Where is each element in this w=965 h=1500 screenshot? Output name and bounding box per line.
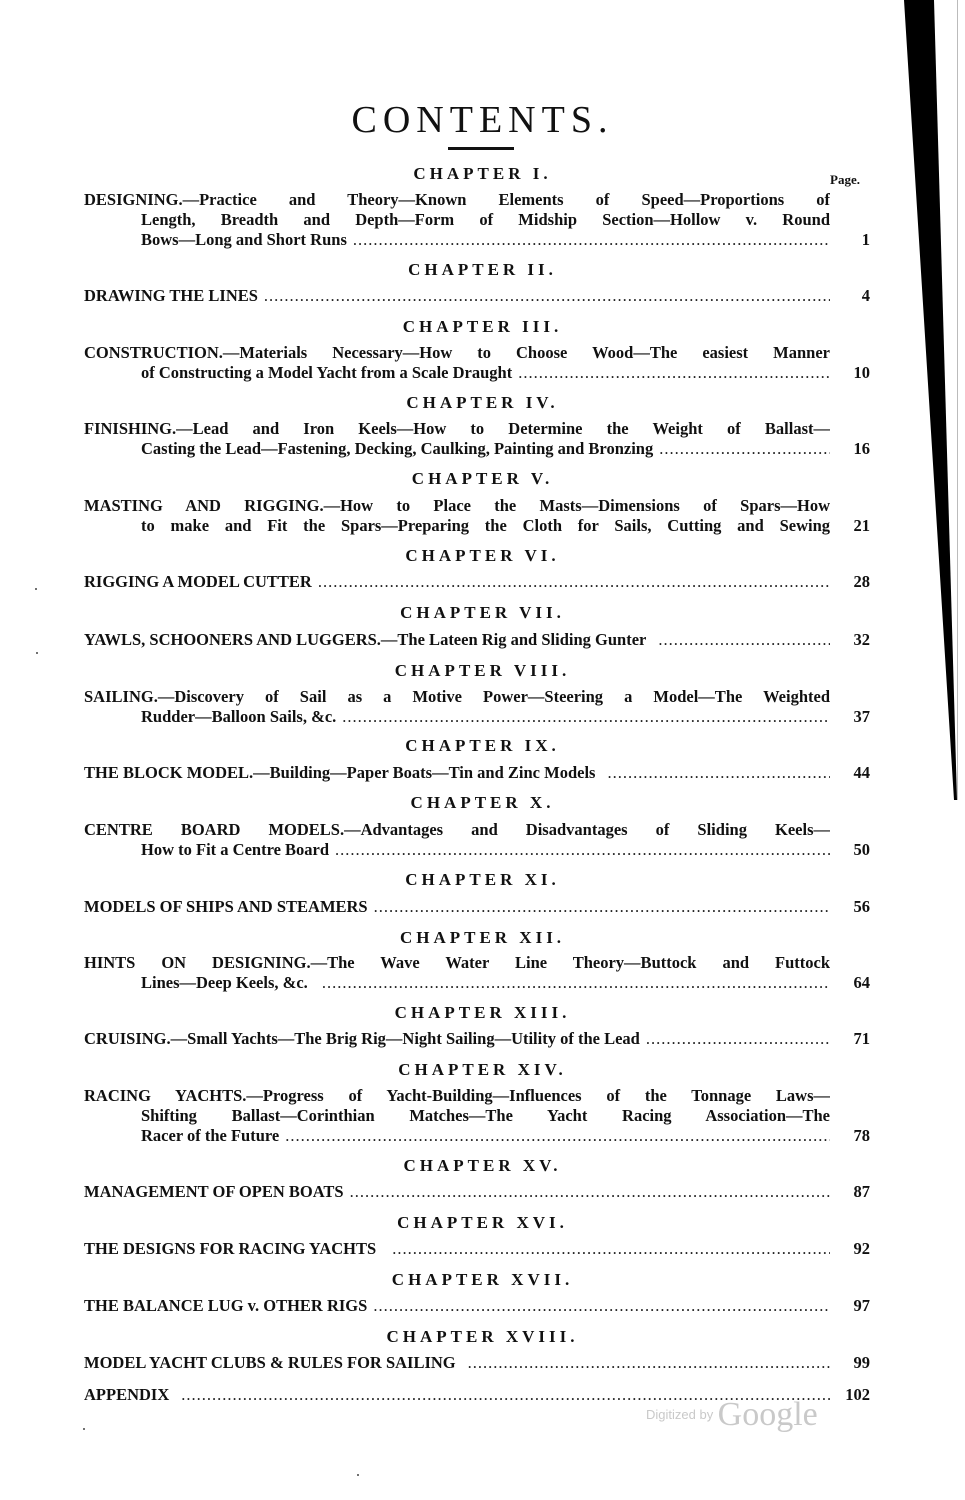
page-number: 102 — [845, 1385, 870, 1404]
chapter-heading: CHAPTER XI. — [405, 870, 560, 889]
page-number: 4 — [861, 286, 870, 305]
chapter-heading: CHAPTER III. — [402, 317, 563, 336]
dot-leader — [322, 973, 830, 993]
dot-leader — [468, 1353, 830, 1373]
toc-entry[interactable] — [84, 286, 870, 306]
chapter-heading: CHAPTER XVIII. — [386, 1327, 579, 1346]
chapter-heading: CHAPTER VIII. — [394, 661, 571, 680]
dot-leader — [342, 707, 830, 727]
scan-speck — [35, 588, 37, 590]
page-number: 28 — [853, 572, 870, 591]
toc-entry[interactable] — [84, 190, 870, 250]
page-number: 71 — [853, 1029, 870, 1048]
page-number: 16 — [853, 439, 870, 458]
toc-entry[interactable] — [84, 1086, 870, 1146]
toc-entry[interactable] — [84, 1182, 870, 1202]
watermark-brand: Google — [717, 1396, 818, 1433]
dot-leader — [659, 439, 830, 459]
toc-entry[interactable] — [84, 419, 870, 459]
dot-leader — [350, 1182, 830, 1202]
entry-line: DESIGNING.—Practice and Theory—Known Elements of Speed—Proportions of — [84, 190, 830, 209]
entry-line: FINISHING.—Lead and Iron Keels—How to Determine the Weight of Ballast— — [84, 419, 830, 438]
page-number: 32 — [853, 630, 870, 649]
toc-entry[interactable] — [84, 1029, 870, 1049]
chapter-heading: CHAPTER VII. — [400, 603, 565, 622]
entry-line: Lines—Deep Keels, &c. — [141, 973, 308, 992]
chapter-heading: CHAPTER VI. — [405, 546, 560, 565]
scan-speck — [36, 652, 38, 654]
chapter-heading: CHAPTER V. — [411, 469, 554, 488]
page-number: 87 — [853, 1182, 870, 1201]
page-number: 1 — [861, 230, 870, 249]
page-number: 44 — [853, 763, 870, 782]
page-number: 78 — [853, 1126, 870, 1145]
toc-entry[interactable] — [84, 820, 870, 860]
toc-entry[interactable] — [84, 687, 870, 727]
page-column-label: Page. — [830, 172, 860, 187]
digitized-watermark — [646, 1396, 818, 1434]
toc-entry[interactable] — [84, 763, 870, 783]
toc-entry[interactable] — [84, 1239, 870, 1259]
page-number: 21 — [853, 516, 870, 535]
entry-line: MASTING AND RIGGING.—How to Place the Masts—Dimensions of Spars—How — [84, 496, 830, 515]
chapter-heading: CHAPTER I. — [413, 164, 552, 183]
dot-leader — [607, 763, 830, 783]
page-number: 64 — [853, 973, 870, 992]
chapter-heading: CHAPTER XVII. — [391, 1270, 574, 1289]
chapter-heading: CHAPTER IV. — [406, 393, 559, 412]
watermark-prefix: Digitized by — [646, 1407, 714, 1422]
entry-line: SAILING.—Discovery of Sail as a Motive Power—Steering a Model—The Weighted — [84, 687, 830, 706]
entry-line: Rudder—Balloon Sails, &c. — [141, 707, 337, 726]
entry-line: THE BLOCK MODEL.—Building—Paper Boats—Tin and Zinc Models — [84, 763, 596, 782]
page-number: 56 — [853, 897, 870, 916]
scan-speck — [357, 1474, 359, 1476]
entry-line: to make and Fit the Spars—Preparing the Cloth for Sails, Cutting and Sewing — [141, 516, 830, 535]
chapter-heading: CHAPTER XV. — [403, 1156, 562, 1175]
dot-leader — [392, 1239, 830, 1259]
toc-entry[interactable] — [84, 897, 870, 917]
page-number: 50 — [853, 840, 870, 859]
page-number: 10 — [853, 363, 870, 382]
dot-leader — [353, 230, 830, 250]
entry-line: CONSTRUCTION.—Materials Necessary—How to Choose Wood—The easiest Manner — [84, 343, 830, 362]
entry-line: RACING YACHTS.—Progress of Yacht-Building—Influences of the Tonnage Laws— — [84, 1086, 830, 1105]
entry-line: MANAGEMENT OF OPEN BOATS — [84, 1182, 344, 1201]
entry-line: DRAWING THE LINES — [84, 286, 258, 305]
entry-line: HINTS ON DESIGNING.—The Wave Water Line Theory—Buttock and Futtock — [84, 953, 830, 972]
entry-line: How to Fit a Centre Board — [141, 840, 330, 859]
page-title: CONTENTS. — [351, 99, 614, 141]
dot-leader — [264, 286, 830, 306]
toc-entry[interactable] — [84, 953, 870, 993]
page-number: 97 — [853, 1296, 870, 1315]
dot-leader — [285, 1126, 830, 1146]
entry-line: Length, Breadth and Depth—Form of Midship Section—Hollow v. Round — [141, 210, 830, 229]
entry-line: APPENDIX — [84, 1385, 170, 1404]
title-rule — [448, 147, 514, 150]
entry-line: RIGGING A MODEL CUTTER — [84, 572, 312, 591]
chapter-heading: CHAPTER XIII. — [394, 1003, 571, 1022]
entry-line: Casting the Lead—Fastening, Decking, Caulking, Painting and Bronzing — [141, 439, 654, 458]
page-number: 92 — [853, 1239, 870, 1258]
dot-leader — [335, 840, 830, 860]
chapter-heading: CHAPTER IX. — [405, 736, 560, 755]
entry-line: CENTRE BOARD MODELS.—Advantages and Disadvantages of Sliding Keels— — [84, 820, 830, 839]
entry-line: THE DESIGNS FOR RACING YACHTS — [84, 1239, 377, 1258]
dot-leader — [518, 363, 830, 383]
entry-line: CRUISING.—Small Yachts—The Brig Rig—Night Sailing—Utility of the Lead — [84, 1029, 640, 1048]
toc-entry[interactable] — [84, 1353, 870, 1373]
dot-leader — [318, 572, 830, 592]
page-number: 37 — [853, 707, 870, 726]
entry-line: MODEL YACHT CLUBS & RULES FOR SAILING — [84, 1353, 456, 1372]
entry-line: THE BALANCE LUG v. OTHER RIGS — [84, 1296, 368, 1315]
toc-entry[interactable] — [84, 343, 870, 383]
entry-line: Racer of the Future — [141, 1126, 280, 1145]
chapter-heading: CHAPTER XIV. — [398, 1060, 567, 1079]
toc-entry[interactable] — [84, 572, 870, 592]
dot-leader — [373, 1296, 830, 1316]
dot-leader — [646, 1029, 830, 1049]
chapter-heading: CHAPTER XVI. — [397, 1213, 568, 1232]
page-number: 99 — [853, 1353, 870, 1372]
entry-line: Bows—Long and Short Runs — [141, 230, 347, 249]
entry-line: MODELS OF SHIPS AND STEAMERS — [84, 897, 368, 916]
chapter-heading: CHAPTER XII. — [399, 928, 566, 947]
entry-line: YAWLS, SCHOONERS AND LUGGERS.—The Lateen Rig and Sliding Gunter — [84, 630, 647, 649]
dot-leader — [374, 897, 830, 917]
entry-line: Shifting Ballast—Corinthian Matches—The Yacht Racing Association—The — [141, 1106, 830, 1125]
chapter-heading: CHAPTER II. — [408, 260, 557, 279]
scan-speck — [83, 1428, 85, 1430]
toc-entry[interactable] — [84, 630, 870, 650]
dot-leader — [658, 630, 830, 650]
entry-line: of Constructing a Model Yacht from a Scale Draught — [141, 363, 513, 382]
toc-entry[interactable] — [84, 496, 870, 536]
chapter-heading: CHAPTER X. — [410, 793, 555, 812]
toc-entry[interactable] — [84, 1296, 870, 1316]
